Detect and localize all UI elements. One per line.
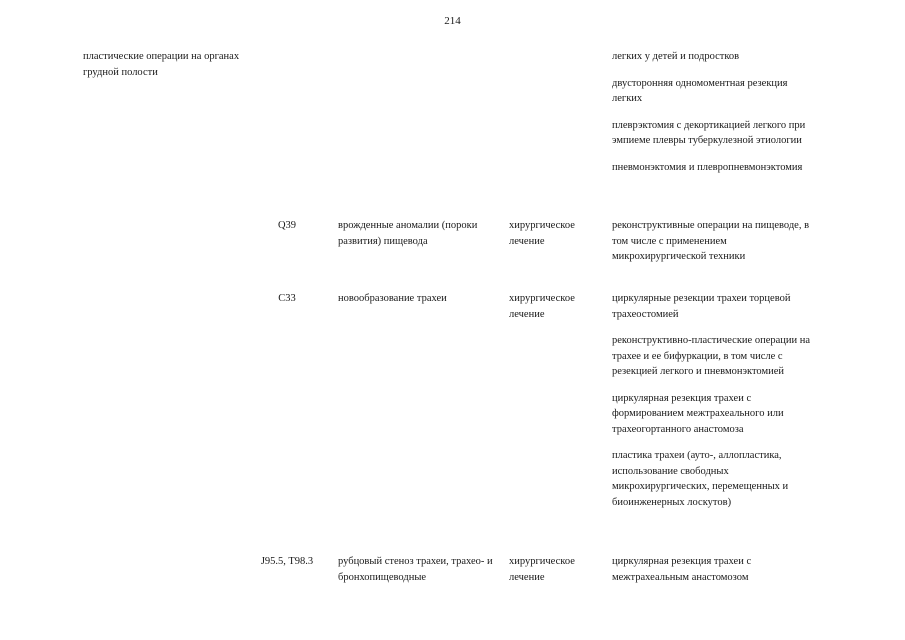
diagnosis-text: врожденные аномалии (пороки развития) пищевода <box>338 220 478 247</box>
page-number: 214 <box>444 15 461 27</box>
operation-group-title: пластические операции на органах грудной полости <box>83 51 240 78</box>
method-list <box>612 218 812 276</box>
diagnosis-code: Q39 <box>277 220 297 231</box>
method-item: реконструктивно-пластические операции на трахее и ее бифуркации, в том числе с резекцией легкого и пневмонэктомией <box>612 335 811 377</box>
diagnosis-text: рубцовый стеноз трахеи, трахео- и бронхопищеводные <box>338 556 493 583</box>
method-item: циркулярная резекция трахеи с межтрахеальным анастомозом <box>612 556 752 583</box>
method-item: пластика трахеи (ауто-, аллопластика, использование свободных микрохирургических, перемещенных и биоинженерных лоскутов) <box>612 450 789 508</box>
treatment-type: хирургическое лечение <box>509 556 575 583</box>
method-item: циркулярная резекция трахеи с формированием межтрахеального или трахеогортанного анастомоза <box>612 392 784 435</box>
diagnosis-code: C33 <box>278 293 296 304</box>
method-item: легких у детей и подростков <box>612 51 740 62</box>
intro-methods <box>612 49 812 186</box>
method-item: реконструктивные операции на пищеводе, в том числе с применением микрохирургической техники <box>612 220 810 262</box>
method-item: пневмонэктомия и плевропневмонэктомия <box>612 161 803 173</box>
treatment-type: хирургическое лечение <box>509 293 575 320</box>
method-list <box>612 554 812 596</box>
diagnosis-code: J95.5, T98.3 <box>260 556 314 567</box>
method-item: плеврэктомия с декортикацией легкого при эмпиеме плевры туберкулезной этиологии <box>612 119 806 146</box>
treatment-type: хирургическое лечение <box>509 220 575 247</box>
method-list <box>612 291 812 521</box>
method-item: циркулярные резекции трахеи торцевой трахеостомией <box>612 293 791 320</box>
method-item: двусторонняя одномоментная резекция легких <box>612 77 788 104</box>
diagnosis-text: новообразование трахеи <box>338 293 447 304</box>
